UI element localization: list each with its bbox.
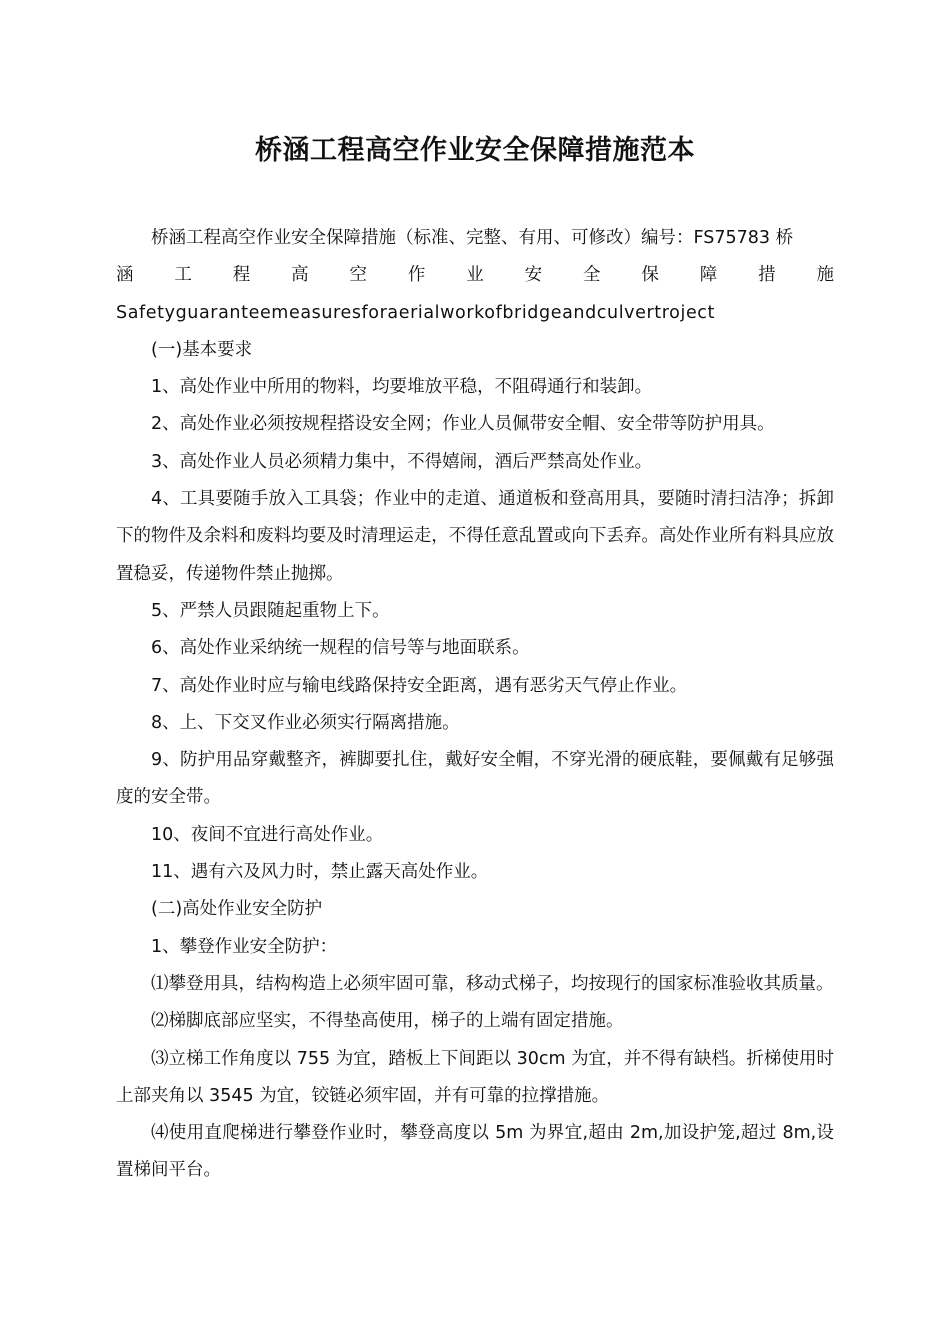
paragraph: 10、夜间不宜进行高处作业。 — [151, 824, 384, 845]
intro-english-title: Safetyguaranteemeasuresforaerialworkofbridgeandculvertroject — [116, 302, 715, 323]
intro-char: 业 — [466, 265, 484, 286]
intro-char: 工 — [174, 265, 192, 286]
intro-char: 空 — [349, 265, 367, 286]
intro-char: 保 — [641, 265, 659, 286]
document-title: 桥涵工程高空作业安全保障措施范本 — [255, 135, 695, 166]
paragraph: 9、防护用品穿戴整齐，裤脚要扎住，戴好安全帽，不穿光滑的硬底鞋，要佩戴有足够强度的安全带。 — [116, 750, 834, 808]
paragraph: ⑵梯脚底部应坚实，不得垫高使用，梯子的上端有固定措施。 — [151, 1011, 624, 1032]
paragraph: 2、高处作业必须按规程搭设安全网；作业人员佩带安全帽、安全带等防护用具。 — [151, 414, 775, 435]
paragraph: 11、遇有六及风力时，禁止露天高处作业。 — [151, 862, 489, 883]
intro-char: 障 — [699, 265, 718, 286]
intro-char: 高 — [291, 265, 309, 286]
paragraph: 1、攀登作业安全防护： — [151, 936, 338, 957]
paragraph: 5、严禁人员跟随起重物上下。 — [151, 600, 390, 621]
intro-char: 施 — [816, 265, 834, 286]
intro-char: 全 — [583, 265, 601, 286]
paragraph: 3、高处作业人员必须精力集中，不得嬉闹，酒后严禁高处作业。 — [151, 451, 653, 472]
intro-char: 措 — [758, 265, 776, 286]
intro-char: 作 — [407, 265, 426, 286]
paragraph: 8、上、下交叉作业必须实行隔离措施。 — [151, 712, 460, 733]
intro-char: 程 — [232, 265, 251, 286]
paragraph: 1、高处作业中所用的物料，均要堆放平稳，不阻碍通行和装卸。 — [151, 377, 653, 398]
intro-line-1: 桥涵工程高空作业安全保障措施（标准、完整、有用、可修改）编号：FS75783 桥 — [151, 228, 794, 248]
paragraph: ⑶立梯工作角度以 755 为宜，踏板上下间距以 30cm 为宜，并不得有缺档。折梯使用时上部夹角以 3545 为宜，铰链必须牢固，并有可靠的拉撑措施。 — [116, 1048, 834, 1106]
paragraph: ⑴攀登用具，结构构造上必须牢固可靠，移动式梯子，均按现行的国家标准验收其质量。 — [151, 973, 834, 994]
paragraph: ⑷使用直爬梯进行攀登作业时，攀登高度以 5m 为界宜,超由 2m,加设护笼,超过 8m,设置梯间平台。 — [116, 1123, 834, 1181]
intro-char: 安 — [524, 265, 543, 286]
intro-char: 涵 — [116, 265, 134, 286]
document-body — [116, 220, 834, 1190]
intro-line-2 — [116, 257, 834, 294]
section-heading-protection: (二)高处作业安全防护 — [151, 899, 323, 920]
paragraph: 6、高处作业采纳统一规程的信号等与地面联系。 — [151, 638, 530, 659]
paragraph: 7、高处作业时应与输电线路保持安全距离，遇有恶劣天气停止作业。 — [151, 675, 688, 696]
section-heading-basic: (一)基本要求 — [151, 339, 253, 360]
paragraph: 4、工具要随手放入工具袋；作业中的走道、通道板和登高用具，要随时清扫洁净；拆卸下的物件及余料和废料均要及时清理运走，不得任意乱置或向下丢弃。高处作业所有料具应放置稳妥，传递物件禁止抛掷。 — [116, 489, 834, 584]
